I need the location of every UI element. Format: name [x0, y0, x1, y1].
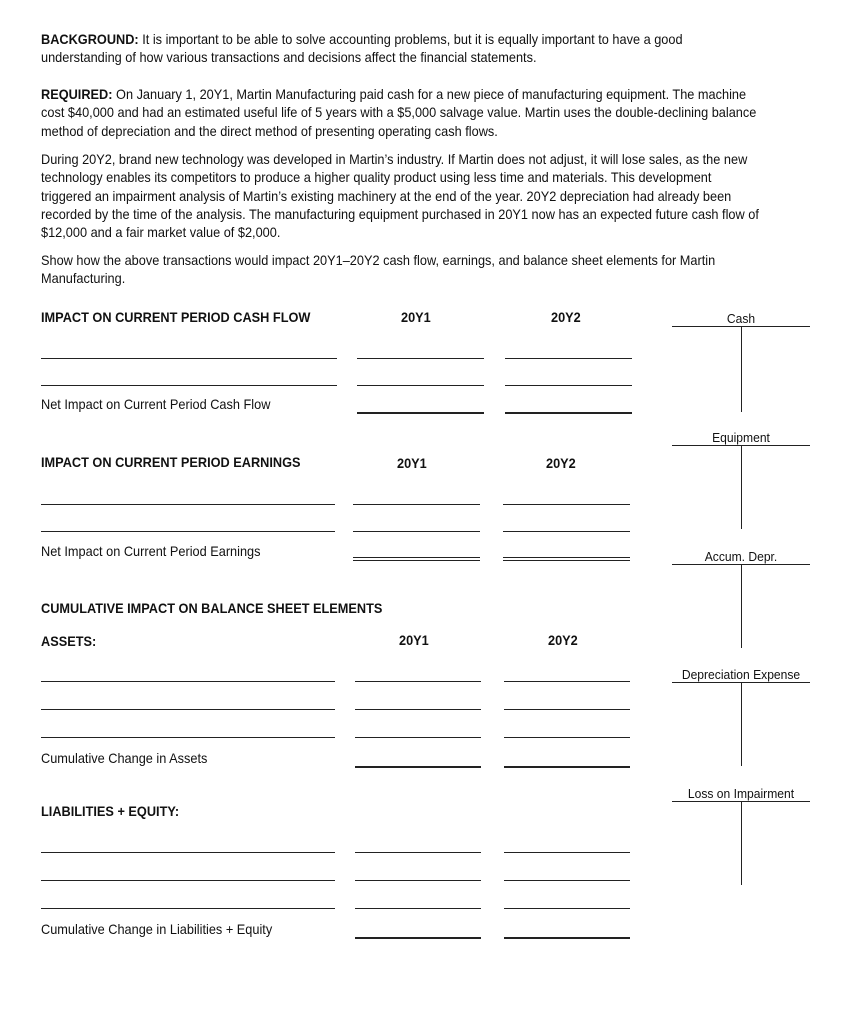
le-total-label: Cumulative Change in Liabilities + Equity — [41, 921, 273, 937]
le-item-line-1[interactable] — [41, 852, 335, 853]
balance-sheet-year1: 20Y1 — [399, 632, 429, 648]
le-y2-line-2[interactable] — [504, 880, 630, 881]
assets-item-line-3[interactable] — [41, 737, 335, 738]
le-y2-line-1[interactable] — [504, 852, 630, 853]
required-paragraph — [41, 85, 760, 140]
earnings-net-y2-line[interactable] — [503, 557, 630, 558]
earnings-net-y1-line[interactable] — [353, 557, 480, 558]
le-item-line-2[interactable] — [41, 880, 335, 881]
assets-y2-line-1[interactable] — [504, 681, 630, 682]
cash-flow-net-y1-line[interactable] — [357, 412, 484, 414]
earnings-y1-line-1[interactable] — [353, 504, 480, 505]
required-label: REQUIRED: — [41, 86, 113, 102]
t-account-equipment-stem — [741, 445, 742, 529]
earnings-year1: 20Y1 — [397, 455, 427, 471]
assets-y1-line-3[interactable] — [355, 737, 481, 738]
assets-heading: ASSETS: — [41, 633, 97, 649]
cash-flow-y1-line-1[interactable] — [357, 358, 484, 359]
required-text: On January 1, 20Y1, Martin Manufacturing paid cash for a new piece of manufacturing equipment. The machine cost $40,000 and had an estimated useful life of 5 years with a $5,000 salvage value. Martin uses the double-declining balance method of depreciation and the direct method of presenting operating cash flows. — [41, 86, 757, 139]
t-account-accum-depr-stem — [741, 564, 742, 648]
earnings-item-line-2[interactable] — [41, 531, 335, 532]
assets-item-line-1[interactable] — [41, 681, 335, 682]
cash-flow-net-label: Net Impact on Current Period Cash Flow — [41, 396, 271, 412]
le-total-y1-line[interactable] — [355, 937, 481, 939]
instruction-paragraph: Show how the above transactions would impact 20Y1–20Y2 cash flow, earnings, and balance sheet elements for Martin Manufacturing. — [41, 252, 716, 287]
assets-total-label: Cumulative Change in Assets — [41, 750, 208, 766]
liabilities-equity-heading: LIABILITIES + EQUITY: — [41, 803, 180, 819]
earnings-item-line-1[interactable] — [41, 504, 335, 505]
assets-total-y1-line[interactable] — [355, 766, 481, 768]
assets-y1-line-2[interactable] — [355, 709, 481, 710]
cash-flow-net-y2-line[interactable] — [505, 412, 632, 414]
assets-y2-line-2[interactable] — [504, 709, 630, 710]
cash-flow-y2-line-1[interactable] — [505, 358, 632, 359]
t-account-equipment-title: Equipment — [712, 430, 770, 445]
le-total-y2-line[interactable] — [504, 937, 630, 939]
le-item-line-3[interactable] — [41, 908, 335, 909]
assets-y2-line-3[interactable] — [504, 737, 630, 738]
t-account-depreciation-expense-stem — [741, 682, 742, 766]
le-y1-line-2[interactable] — [355, 880, 481, 881]
cash-flow-year1: 20Y1 — [401, 309, 431, 325]
background-label: BACKGROUND: — [41, 31, 139, 47]
le-y1-line-3[interactable] — [355, 908, 481, 909]
cash-flow-heading: IMPACT ON CURRENT PERIOD CASH FLOW — [41, 309, 311, 325]
cash-flow-y1-line-2[interactable] — [357, 385, 484, 386]
cash-flow-year2: 20Y2 — [551, 309, 581, 325]
t-account-depreciation-expense-title: Depreciation Expense — [681, 667, 801, 682]
earnings-heading: IMPACT ON CURRENT PERIOD EARNINGS — [41, 454, 301, 470]
scenario-paragraph: During 20Y2, brand new technology was developed in Martin’s industry. If Martin does not adjust, it will lose sales, as the new technology enables its competitors to produce a higher quality product using less time and materials. This development triggered an impairment analysis of Martin’s existing machinery at the end of the year. 20Y2 depreciation had already been recorded by the time of the analysis. The manufacturing equipment purchased in 20Y1 now has an expected future cash flow of $12,000 and a fair market value of $2,000. — [41, 151, 759, 241]
cash-flow-item-line-1[interactable] — [41, 358, 337, 359]
cash-flow-item-line-2[interactable] — [41, 385, 337, 386]
t-account-cash-stem — [741, 326, 742, 412]
background-text: It is important to be able to solve accounting problems, but it is equally important to have a good understanding of how various transactions and decisions affect the financial statements. — [41, 31, 683, 66]
t-account-loss-title: Loss on Impairment — [687, 786, 795, 801]
assets-y1-line-1[interactable] — [355, 681, 481, 682]
t-account-cash-title: Cash — [726, 311, 756, 326]
t-account-loss-stem — [741, 801, 742, 885]
balance-sheet-heading: CUMULATIVE IMPACT ON BALANCE SHEET ELEMENTS — [41, 600, 383, 616]
assets-total-y2-line[interactable] — [504, 766, 630, 768]
le-y2-line-3[interactable] — [504, 908, 630, 909]
earnings-y2-line-2[interactable] — [503, 531, 630, 532]
cash-flow-y2-line-2[interactable] — [505, 385, 632, 386]
background-paragraph — [41, 30, 760, 67]
earnings-y2-line-1[interactable] — [503, 504, 630, 505]
assets-item-line-2[interactable] — [41, 709, 335, 710]
earnings-year2: 20Y2 — [546, 455, 576, 471]
t-account-accum-depr-title: Accum. Depr. — [704, 549, 778, 564]
earnings-net-label: Net Impact on Current Period Earnings — [41, 543, 261, 559]
balance-sheet-year2: 20Y2 — [548, 632, 578, 648]
le-y1-line-1[interactable] — [355, 852, 481, 853]
earnings-y1-line-2[interactable] — [353, 531, 480, 532]
